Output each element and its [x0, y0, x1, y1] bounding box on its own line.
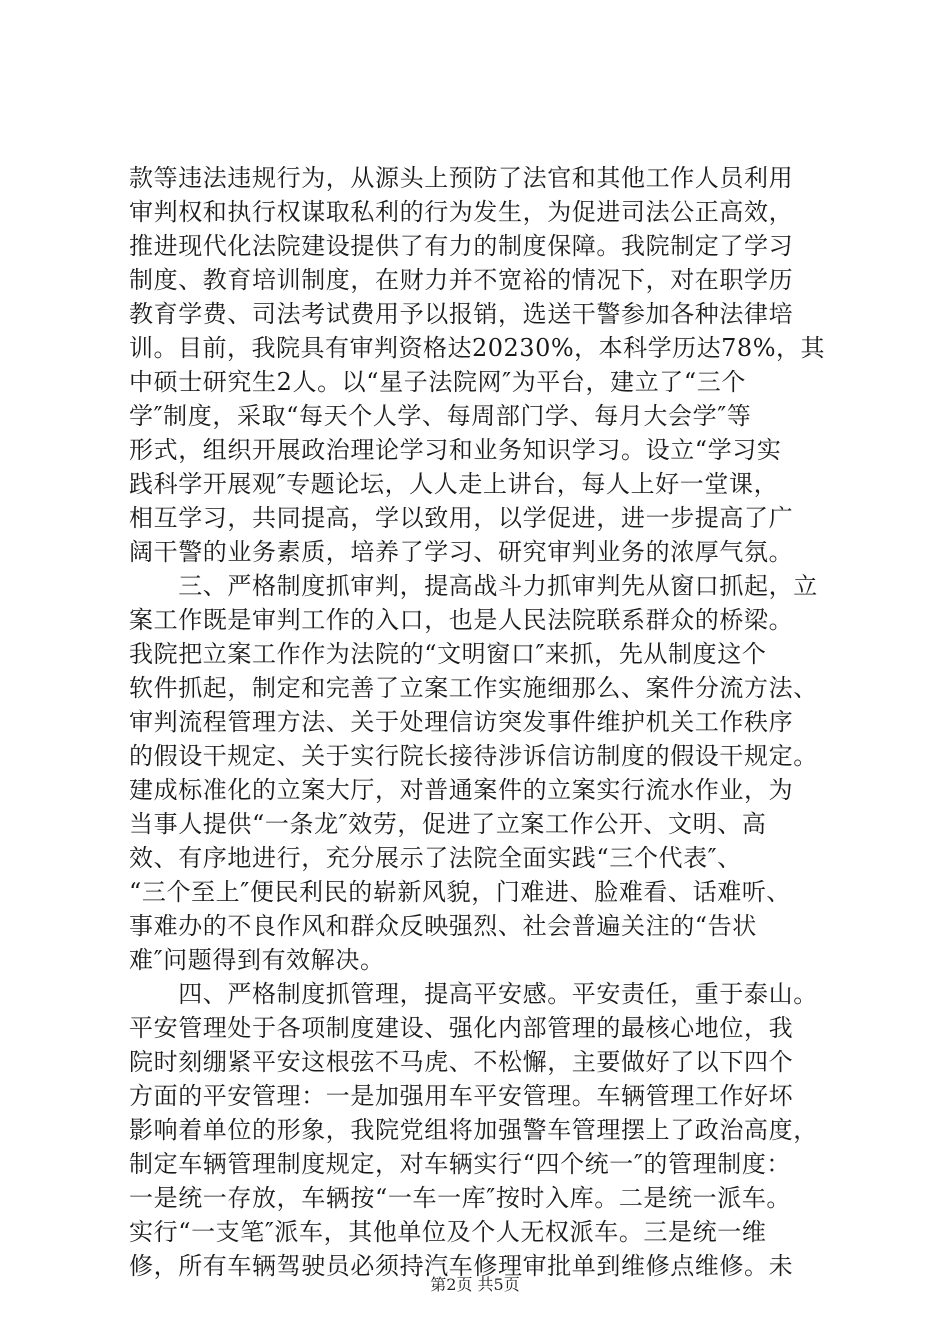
text-line: 审判权和执行权谋取私利的行为发生，为促进司法公正高效，: [129, 198, 794, 226]
text-line: 践科学开展观″专题论坛，人人走上讲台，每人上好一堂课，: [129, 470, 779, 498]
text-line: 效、有序地进行，充分展示了法院全面实践“三个代表″、: [129, 844, 742, 872]
text-line: 形式，组织开展政治理论学习和业务知识学习。设立“学习实: [129, 436, 782, 464]
text-line: 方面的平安管理：一是加强用车平安管理。车辆管理工作好坏: [129, 1082, 794, 1110]
text-line: 训。目前，我院具有审判资格达20230%，本科学历达78%，其: [129, 334, 825, 362]
text-line: 学″制度，采取“每天个人学、每周部门学、每月大会学″等: [129, 402, 752, 430]
text-line: 难″问题得到有效解决。: [129, 946, 385, 974]
text-line: 审判流程管理方法、关于处理信访突发事件维护机关工作秩序: [129, 708, 794, 736]
text-line: 推进现代化法院建设提供了有力的制度保障。我院制定了学习: [129, 232, 794, 260]
text-line: 款等违法违规行为，从源头上预防了法官和其他工作人员利用: [129, 164, 794, 192]
text-line: 一是统一存放，车辆按“一车一库″按时入库。二是统一派车。: [129, 1184, 792, 1212]
text-line: 制定车辆管理制度规定，对车辆实行“四个统一″的管理制度：: [129, 1150, 792, 1178]
text-line: 平安管理处于各项制度建设、强化内部管理的最核心地位，我: [129, 1014, 794, 1042]
text-line: 制度、教育培训制度，在财力并不宽裕的情况下，对在职学历: [129, 266, 794, 294]
text-line: 修，所有车辆驾驶员必须持汽车修理审批单到维修点维修。未: [129, 1252, 794, 1280]
body-text: [129, 161, 825, 1283]
text-line: 当事人提供“一条龙″效劳，促进了立案工作公开、文明、高: [129, 810, 767, 838]
text-line: 阔干警的业务素质，培养了学习、研究审判业务的浓厚气氛。: [129, 538, 794, 566]
text-line: 建成标准化的立案大厅，对普通案件的立案实行流水作业，为: [129, 776, 794, 804]
text-line: 中硕士研究生2人。以“星子法院网″为平台，建立了“三个: [129, 368, 746, 396]
text-line: 实行“一支笔″派车，其他单位及个人无权派车。三是统一维: [129, 1218, 767, 1246]
page-footer: 第2页 共5页: [430, 1275, 520, 1294]
text-line: “三个至上″便民利民的崭新风貌，门难进、脸难看、话难听、: [129, 878, 792, 906]
text-line: 我院把立案工作作为法院的“文明窗口″来抓，先从制度这个: [129, 640, 767, 668]
text-line: 案工作既是审判工作的入口，也是人民法院联系群众的桥梁。: [129, 606, 794, 634]
text-line: 院时刻绷紧平安这根弦不马虎、不松懈，主要做好了以下四个: [129, 1048, 794, 1076]
text-line: 相互学习，共同提高，学以致用，以学促进，进一步提高了广: [129, 504, 794, 532]
text-line: 的假设干规定、关于实行院长接待涉诉信访制度的假设干规定。: [129, 742, 818, 770]
text-line: 四、严格制度抓管理，提高平安感。平安责任，重于泰山。: [129, 980, 818, 1008]
text-line: 事难办的不良作风和群众反映强烈、社会普遍关注的“告状: [129, 912, 757, 940]
text-line: 影响着单位的形象，我院党组将加强警车管理摆上了政治高度，: [129, 1116, 818, 1144]
text-line: 软件抓起，制定和完善了立案工作实施细那么、案件分流方法、: [129, 674, 818, 702]
text-line: 教育学费、司法考试费用予以报销，选送干警参加各种法律培: [129, 300, 794, 328]
text-line: 三、严格制度抓审判，提高战斗力抓审判先从窗口抓起，立: [129, 572, 818, 600]
